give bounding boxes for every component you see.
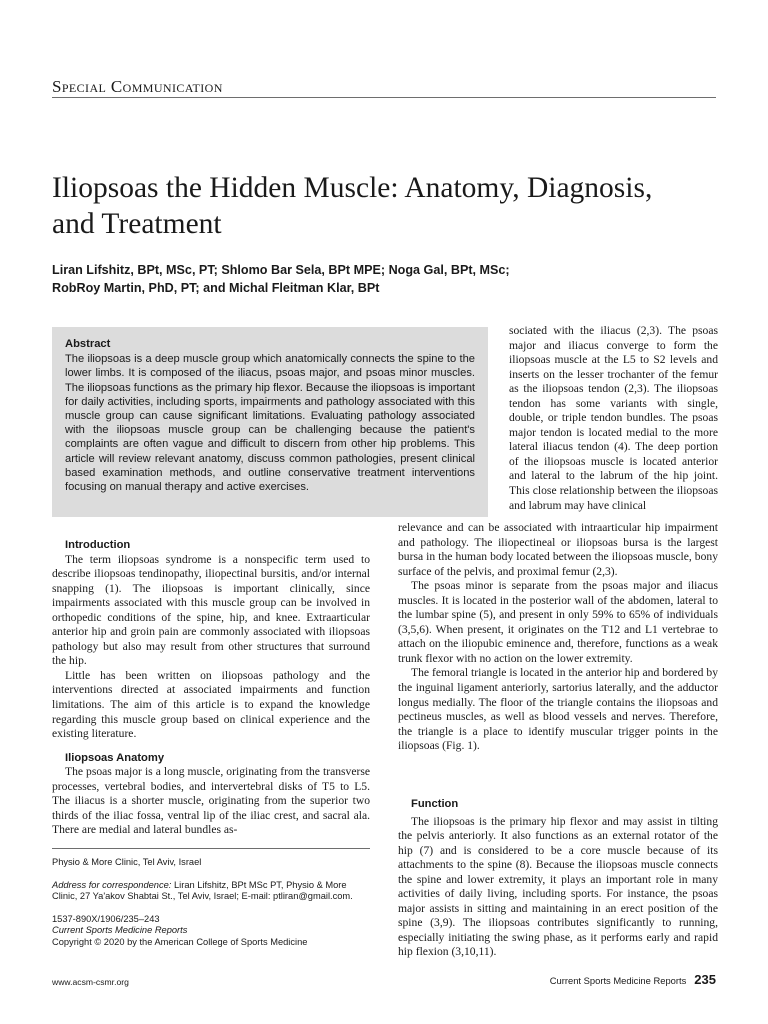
abstract-text: The iliopsoas is a deep muscle group which anatomically connects the spine to the lower limbs. It is composed of the iliacus, psoas major, and psoas minor muscles. The iliopsoas functions as the primary hip flexor. Because the iliopsoas is important for daily activities, including sports, impairments and pathology associated with this muscle group can cause significant limitations. Evaluating pathology associated with the iliopsoas muscle group can be challenging because the patient's complaints are often vague and difficult to discern from other hip problems. This article will review relevant anatomy, discuss common pathologies, present clinical based examination methods, and outline conservative treatment interventions focusing on manual therapy and active exercises. [65,353,475,494]
anatomy-paragraph-1-end: relevance and can be associated with intraarticular hip impairment and pathology. The iliopectineal or iliopsoas bursa is the largest bursa in the human body located between the iliopsoas muscle, bony surface of the pelvis, and proximal femur (2,3). [398,521,718,578]
anatomy-heading: Iliopsoas Anatomy [65,751,165,764]
function-section [398,797,718,960]
issn: 1537-890X/1906/235–243 [52,913,160,924]
footnotes [52,857,370,949]
function-heading: Function [411,798,459,810]
correspondence [52,880,370,903]
journal-name: Current Sports Medicine Reports [52,925,188,936]
anatomy-continuation-wide [398,521,718,754]
authors-line-1: Liran Lifshitz, BPt, MSc, PT; Shlomo Bar Sela, BPt MPE; Noga Gal, BPt, MSc; [52,263,510,277]
intro-paragraph-1: The term iliopsoas syndrome is a nonspecific term used to describe iliopsoas tendinopathy, iliopectinal bursitis, and/or internal snapping (1). The iliopsoas is important clinically, since impairments associated with this muscle group can be involved in orthopedic conditions of the spine, hip, and knee. Extraarticular anterior hip and groin pain are commonly associated with iliopsoas pathology but also may result from other structures that surround the hip. [52,552,370,668]
abstract-content [65,337,475,494]
running-header [52,77,716,97]
correspondence-text: Liran Lifshitz, BPt MSc PT, Physio & More Clinic, 27 Ya'akov Shabtai St., Tel Aviv, Israel; E-mail: ptliran@gmail.com. [52,879,353,902]
section-label: Special Communication [52,77,223,96]
intro-paragraph-2: Little has been written on iliopsoas pathology and the interventions directed at associated impairments and function limitations. The aim of this article is to expand the knowledge regarding this muscle group based on clinical experience and the existing literature. [52,668,370,741]
anatomy-paragraph-1: The psoas major is a long muscle, originating from the transverse processes, vertebral bodies, and intervertebral disks of T5 to L5. The iliacus is a shorter muscle, originating from the superior two thirds of the iliac fossa, ventral lip of the iliac crest, and sacral ala. There are medial and lateral bundles as- [52,765,370,837]
page-number: 235 [694,972,716,987]
anatomy-paragraph-1-cont: sociated with the iliacus (2,3). The psoas major and iliacus converge to form the iliopsoas muscle at the L5 to S2 levels and inserts on the lesser trochanter of the femur as the iliopsoas tendon (2,3). The iliopsoas tendon has some variants with single, double, or triple tendon bundles. The psoas major tendon is located medial to the more lateral iliacus tendon (4). The deep portion of the iliopsoas muscle is located anterior and lateral to the labrum of the hip joint. This close relationship between the iliopsoas and labrum may have clinical [509,324,718,512]
function-paragraph-1: The iliopsoas is the primary hip flexor and may assist in tilting the pelvis anteriorly. It also functions as an external rotator of the hip (7) and is considered to be a core muscle because of its attachments to the spine (8). Because the iliopsoas muscle connects the spine and lower extremity, it plays an important role in many activities of daily living, including sports. For instance, the psoas major assists in sitting and maintaining in an erect position of the spine (3,9). The iliopsoas contributes significantly to running, especially initiating the swing phase, as it performs early and rapid hip flexion (3,10,11). [398,814,718,959]
header-rule [52,97,716,98]
authors-line-2: RobRoy Martin, PhD, PT; and Michal Fleitman Klar, BPt [52,280,380,295]
affiliation: Physio & More Clinic, Tel Aviv, Israel [52,857,202,867]
anatomy-paragraph-3: The femoral triangle is located in the anterior hip and bordered by the inguinal ligament anteriorly, sartorius laterally, and the adductor longus medially. The floor of the triangle contains the iliopsoas and pectineus muscles, as well as blood vessels and nerves. Therefore, the triangle is a place to identify muscular trigger points in the iliopsoas (Fig. 1). [398,666,718,753]
anatomy-paragraph-2: The psoas minor is separate from the psoas major and iliacus muscles. It is located in the posterior wall of the abdomen, lateral to the lumbar spine (5), and present in only 59% to 65% of individuals (3,5,6). When present, it originates on the T12 and L1 vertebrae to attach on the iliopubic eminence and, therefore, functions as a weak trunk flexor with no action on the lower extremity. [398,579,718,665]
author-list [52,262,672,297]
introduction-heading: Introduction [65,539,131,551]
footer-journal [550,972,716,987]
footer-journal-name: Current Sports Medicine Reports [549,975,687,986]
abstract-heading: Abstract [65,338,111,350]
correspondence-label: Address for correspondence: [52,879,172,890]
copyright: Copyright © 2020 by the American College of Sports Medicine [52,936,308,947]
article-title: Iliopsoas the Hidden Muscle: Anatomy, Diagnosis, and Treatment [52,172,653,240]
footer-website[interactable]: www.acsm-csmr.org [52,977,129,987]
anatomy-continuation-narrow [509,324,718,513]
footnote-rule [52,848,370,849]
left-column [52,538,370,838]
abstract-box [52,327,488,517]
